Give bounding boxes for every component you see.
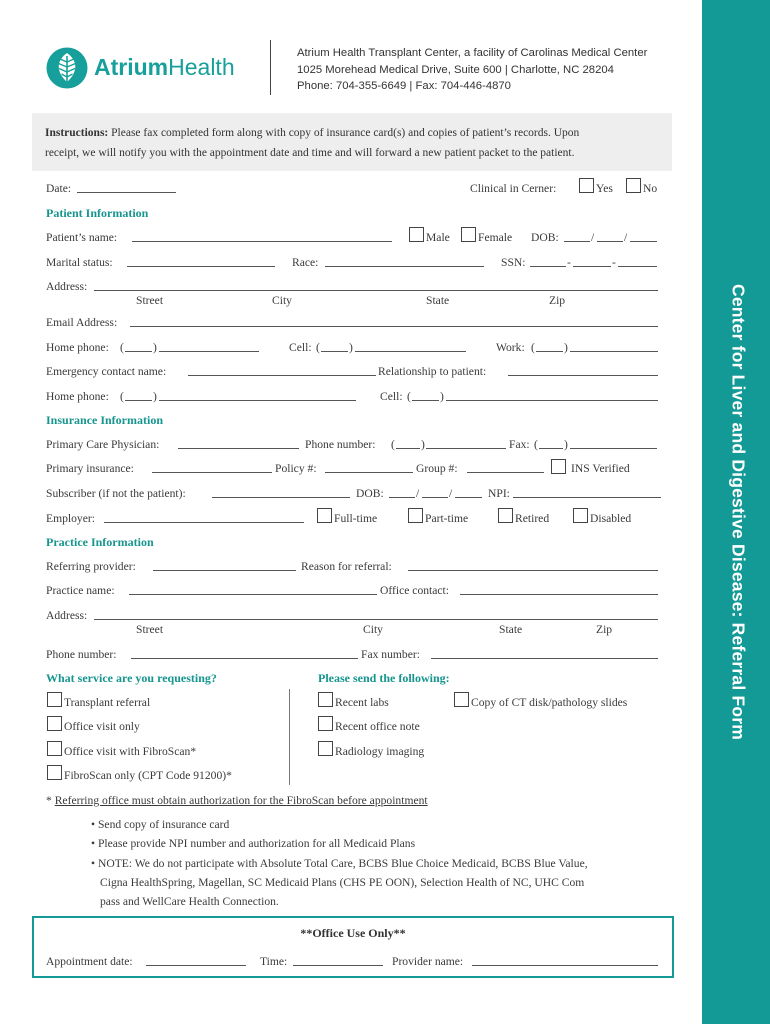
appointment-date-label: Appointment date: xyxy=(46,955,133,968)
date-label: Date: xyxy=(46,182,72,195)
work-area-field[interactable] xyxy=(536,351,563,352)
referring-provider-field[interactable] xyxy=(153,570,296,571)
pcp-fax-area-field[interactable] xyxy=(539,448,563,449)
dob-slash: / xyxy=(416,487,420,500)
emergency-home-phone-label: Home phone: xyxy=(46,390,109,403)
emergency-contact-field[interactable] xyxy=(188,375,376,376)
disabled-label: Disabled xyxy=(590,512,632,525)
insurance-info-heading: Insurance Information xyxy=(46,413,164,427)
instructions-line-2: receipt, we will notify you with the appointment date and time and will forward a new patient packet to the patient. xyxy=(45,147,575,159)
practice-state-sublabel: State xyxy=(499,623,523,636)
header-address-block xyxy=(297,45,647,95)
subscriber-dob-label: DOB: xyxy=(356,487,384,500)
office-use-box xyxy=(32,916,674,978)
paren-open: ( xyxy=(531,341,535,354)
radiology-imaging-label: Radiology imaging xyxy=(335,745,425,758)
paren-close: ) xyxy=(153,341,157,354)
recent-labs-checkbox[interactable] xyxy=(318,692,333,707)
dob-year-field[interactable] xyxy=(630,241,657,242)
header-divider xyxy=(270,40,271,95)
address-line-3: Phone: 704-355-6649 | Fax: 704-446-4870 xyxy=(297,80,511,92)
patient-city-sublabel: City xyxy=(272,294,292,307)
ssn-part1-field[interactable] xyxy=(530,266,566,267)
subscriber-dob-month-field[interactable] xyxy=(389,497,415,498)
group-label: Group #: xyxy=(416,462,458,475)
work-label: Work: xyxy=(496,341,525,354)
subscriber-dob-day-field[interactable] xyxy=(422,497,448,498)
transplant-referral-checkbox[interactable] xyxy=(47,692,62,707)
patient-name-field[interactable] xyxy=(132,241,392,242)
cell-area-field[interactable] xyxy=(321,351,348,352)
brand-bold: Atrium xyxy=(94,54,169,80)
patient-zip-sublabel: Zip xyxy=(549,294,566,307)
office-visit-only-checkbox[interactable] xyxy=(47,716,62,731)
clinical-in-cerner-label: Clinical in Cerner: xyxy=(470,182,557,195)
office-visit-fibroscan-checkbox[interactable] xyxy=(47,741,62,756)
pcp-fax-label: Fax: xyxy=(509,438,530,451)
race-field[interactable] xyxy=(325,266,484,267)
relationship-label: Relationship to patient: xyxy=(378,365,487,378)
dob-slash: / xyxy=(449,487,453,500)
home-phone-field[interactable] xyxy=(159,351,259,352)
cell-field[interactable] xyxy=(355,351,466,352)
ssn-label: SSN: xyxy=(501,256,526,269)
cerner-yes-label: Yes xyxy=(596,182,613,195)
pcp-phone-label: Phone number: xyxy=(305,438,376,451)
appointment-date-field[interactable] xyxy=(146,965,246,966)
service-request-heading: What service are you requesting? xyxy=(46,671,217,685)
patient-state-sublabel: State xyxy=(426,294,450,307)
patient-street-sublabel: Street xyxy=(136,294,164,307)
home-phone-label: Home phone: xyxy=(46,341,109,354)
paren-open: ( xyxy=(120,390,124,403)
cerner-no-label: No xyxy=(643,182,658,195)
pcp-fax-field[interactable] xyxy=(570,448,657,449)
paren-open: ( xyxy=(534,438,538,451)
full-time-label: Full-time xyxy=(334,512,378,525)
instructions-line-1: Please fax completed form along with copy of insurance card(s) and copies of patient’s records. Upon xyxy=(111,127,580,139)
address-line-2: 1025 Morehead Medical Drive, Suite 600 | Charlotte, NC 28204 xyxy=(297,63,614,76)
practice-phone-label: Phone number: xyxy=(46,648,117,661)
patient-address-label: Address: xyxy=(46,280,88,293)
date-field[interactable] xyxy=(77,192,176,193)
bullet-continuation: Cigna HealthSpring, Magellan, SC Medicaid Plans (CHS PE OON), Selection Health of NC, UHC Com xyxy=(100,875,585,889)
emergency-cell-field[interactable] xyxy=(446,400,658,401)
cerner-yes-checkbox[interactable] xyxy=(579,178,594,193)
patient-address-field[interactable] xyxy=(94,290,658,291)
bullet-list xyxy=(91,815,588,911)
footnote-text: Referring office must obtain authorization for the FibroScan before appointment xyxy=(54,794,428,807)
reason-for-referral-field[interactable] xyxy=(408,570,658,571)
emergency-contact-label: Emergency contact name: xyxy=(46,365,167,378)
ssn-dash: - xyxy=(567,256,571,269)
recent-office-note-label: Recent office note xyxy=(335,720,420,733)
paren-open: ( xyxy=(120,341,124,354)
practice-street-sublabel: Street xyxy=(136,623,164,636)
radiology-imaging-checkbox[interactable] xyxy=(318,741,333,756)
paren-close: ) xyxy=(153,390,157,403)
subscriber-label: Subscriber (if not the patient): xyxy=(46,487,186,500)
instructions-box xyxy=(32,113,672,171)
pcp-phone-area-field[interactable] xyxy=(396,448,420,449)
subscriber-dob-year-field[interactable] xyxy=(455,497,482,498)
office-contact-label: Office contact: xyxy=(380,584,449,597)
atrium-leaf-logo-icon xyxy=(46,47,88,89)
recent-office-note-checkbox[interactable] xyxy=(318,716,333,731)
instructions-label: Instructions: xyxy=(45,127,109,139)
fibroscan-only-checkbox[interactable] xyxy=(47,765,62,780)
emergency-cell-area-field[interactable] xyxy=(412,400,439,401)
patient-info-heading: Patient Information xyxy=(46,206,149,220)
dob-day-field[interactable] xyxy=(597,241,623,242)
race-label: Race: xyxy=(292,256,319,269)
npi-label: NPI: xyxy=(488,487,510,500)
fibroscan-only-label: FibroScan only (CPT Code 91200)* xyxy=(64,769,232,782)
dob-slash: / xyxy=(624,231,628,244)
work-field[interactable] xyxy=(570,351,658,352)
patient-dob-label: DOB: xyxy=(531,231,559,244)
ct-disk-checkbox[interactable] xyxy=(454,692,469,707)
time-label: Time: xyxy=(260,955,288,968)
paren-close: ) xyxy=(349,341,353,354)
employer-field[interactable] xyxy=(104,522,304,523)
bullet-item: • NOTE: We do not participate with Absolute Total Care, BCBS Blue Choice Medicaid, BCBS Blue Value, xyxy=(91,856,588,870)
bullet-continuation: pass and WellCare Health Connection. xyxy=(100,895,279,909)
female-label: Female xyxy=(478,231,513,244)
npi-field[interactable] xyxy=(513,497,661,498)
address-line-1: Atrium Health Transplant Center, a facility of Carolinas Medical Center xyxy=(297,47,648,59)
brand-name xyxy=(94,54,235,81)
bullet-item: • Please provide NPI number and authorization for all Medicaid Plans xyxy=(91,837,416,851)
paren-open: ( xyxy=(391,438,395,451)
email-label: Email Address: xyxy=(46,316,118,329)
emergency-home-area-field[interactable] xyxy=(125,400,152,401)
paren-close: ) xyxy=(564,438,568,451)
instructions-text xyxy=(45,123,579,163)
pcp-field[interactable] xyxy=(178,448,299,449)
retired-label: Retired xyxy=(515,512,550,525)
provider-name-field[interactable] xyxy=(472,965,658,966)
ct-disk-label: Copy of CT disk/pathology slides xyxy=(471,696,628,709)
primary-insurance-field[interactable] xyxy=(152,472,272,473)
paren-close: ) xyxy=(421,438,425,451)
reason-for-referral-label: Reason for referral: xyxy=(301,560,392,573)
dob-month-field[interactable] xyxy=(564,241,590,242)
transplant-referral-label: Transplant referral xyxy=(64,696,151,709)
provider-name-label: Provider name: xyxy=(392,955,464,968)
practice-name-field[interactable] xyxy=(129,594,377,595)
brand-light: Health xyxy=(168,54,235,80)
marital-status-field[interactable] xyxy=(127,266,275,267)
send-following-heading: Please send the following: xyxy=(318,671,450,685)
full-time-checkbox[interactable] xyxy=(317,508,332,523)
policy-label: Policy #: xyxy=(275,462,317,475)
footnote xyxy=(46,794,428,807)
office-visit-fibroscan-label: Office visit with FibroScan* xyxy=(64,745,197,758)
recent-labs-label: Recent labs xyxy=(335,696,389,709)
column-divider xyxy=(289,689,290,785)
ssn-part3-field[interactable] xyxy=(618,266,657,267)
disabled-checkbox[interactable] xyxy=(573,508,588,523)
office-visit-only-label: Office visit only xyxy=(64,720,140,733)
pcp-phone-field[interactable] xyxy=(426,448,506,449)
ins-verified-checkbox[interactable] xyxy=(551,459,566,474)
policy-field[interactable] xyxy=(325,472,413,473)
paren-close: ) xyxy=(440,390,444,403)
side-title: Center for Liver and Digestive Disease: Referral Form xyxy=(728,283,749,741)
footnote-star: * xyxy=(46,794,52,807)
practice-info-heading: Practice Information xyxy=(46,535,154,549)
paren-open: ( xyxy=(316,341,320,354)
dob-slash: / xyxy=(591,231,595,244)
marital-status-label: Marital status: xyxy=(46,256,113,269)
paren-open: ( xyxy=(407,390,411,403)
female-checkbox[interactable] xyxy=(461,227,476,242)
paren-close: ) xyxy=(564,341,568,354)
subscriber-field[interactable] xyxy=(212,497,350,498)
employer-label: Employer: xyxy=(46,512,95,525)
ins-verified-label: INS Verified xyxy=(571,462,630,475)
part-time-label: Part-time xyxy=(425,512,469,525)
side-banner xyxy=(702,0,770,1024)
practice-city-sublabel: City xyxy=(363,623,383,636)
practice-phone-field[interactable] xyxy=(131,658,358,659)
primary-insurance-label: Primary insurance: xyxy=(46,462,134,475)
referring-provider-label: Referring provider: xyxy=(46,560,136,573)
time-field[interactable] xyxy=(293,965,383,966)
practice-address-label: Address: xyxy=(46,609,88,622)
home-phone-area-field[interactable] xyxy=(125,351,152,352)
male-checkbox[interactable] xyxy=(409,227,424,242)
patient-name-label: Patient’s name: xyxy=(46,231,118,244)
male-label: Male xyxy=(426,231,450,244)
bullet-item: • Send copy of insurance card xyxy=(91,818,230,831)
emergency-home-phone-field[interactable] xyxy=(159,400,356,401)
relationship-field[interactable] xyxy=(508,375,658,376)
practice-name-label: Practice name: xyxy=(46,584,115,597)
ssn-dash: - xyxy=(612,256,616,269)
practice-fax-field[interactable] xyxy=(431,658,658,659)
cerner-no-checkbox[interactable] xyxy=(626,178,641,193)
cell-label: Cell: xyxy=(289,341,312,354)
pcp-label: Primary Care Physician: xyxy=(46,438,160,451)
group-field[interactable] xyxy=(467,472,544,473)
email-field[interactable] xyxy=(130,326,658,327)
practice-zip-sublabel: Zip xyxy=(596,623,613,636)
practice-fax-label: Fax number: xyxy=(361,648,420,661)
retired-checkbox[interactable] xyxy=(498,508,513,523)
ssn-part2-field[interactable] xyxy=(573,266,611,267)
practice-address-field[interactable] xyxy=(94,619,658,620)
office-contact-field[interactable] xyxy=(460,594,658,595)
part-time-checkbox[interactable] xyxy=(408,508,423,523)
office-use-title: **Office Use Only** xyxy=(300,926,406,940)
emergency-cell-label: Cell: xyxy=(380,390,403,403)
